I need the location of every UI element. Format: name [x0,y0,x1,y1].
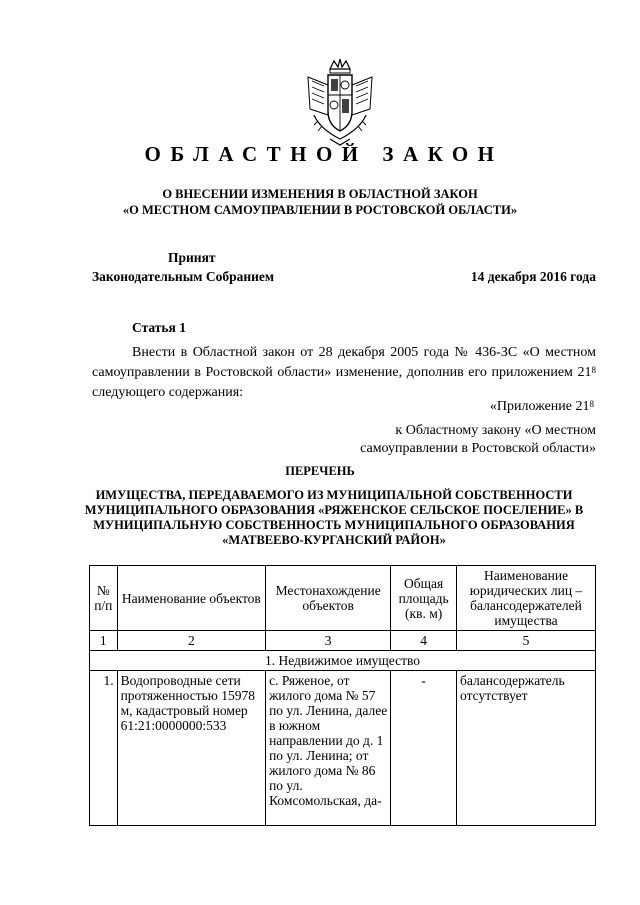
property-table [89,565,596,826]
table-header-cell: Местонахождение объектов [266,566,391,631]
annex-header [336,398,596,458]
list-subtitle: ИМУЩЕСТВА, ПЕРЕДАВАЕМОГО ИЗ МУНИЦИПАЛЬНОЙ СОБСТВЕННОСТИ МУНИЦИПАЛЬНОГО ОБРАЗОВАНИЯ «РЯЖЕНСКОЕ СЕЛЬСКОЕ ПОСЕЛЕНИЕ» В МУНИЦИПАЛЬНУЮ СОБСТВЕННОСТЬ МУНИЦИПАЛЬНОГО ОБРАЗОВАНИЯ «МАТВЕЕВО-КУРГАНСКИЙ РАЙОН» [84,488,584,547]
adoption-body: Законодательным Собранием [92,269,275,284]
table-cell: 5 [457,631,596,651]
document-title: ОБЛАСТНОЙ ЗАКОН [144,142,504,166]
document-subtitle-line: О ВНЕСЕНИИ ИЗМЕНЕНИЯ В ОБЛАСТНОЙ ЗАКОН [162,187,478,201]
table-cell: с. Ряженое, от жилого дома № 57 по ул. Ленина, далее в южном направлении до д. 1 по ул. Ленина; от жилого дома № 86 по ул. Комсомольская, да- [266,671,391,826]
table-header-cell: Общая площадь (кв. м) [391,566,457,631]
annex-title-text: «Приложение 21 [489,399,590,414]
table-header-cell: № п/п [90,566,118,631]
table-header-cell: Наименование объектов [117,566,266,631]
adoption-date: 14 декабря 2016 года [470,269,596,284]
table-column-number-row [90,631,596,651]
annex-reference: самоуправлении в Ростовской области» [360,441,596,456]
list-title: ПЕРЕЧЕНЬ [285,464,355,478]
annex-title [336,398,596,416]
table-cell: Водопроводные сети протяженностью 15978 м, кадастровый номер 61:21:0000000:533 [117,671,266,826]
table-cell: 2 [117,631,266,651]
document-subtitle-line: «О МЕСТНОМ САМОУПРАВЛЕНИИ В РОСТОВСКОЙ ОБЛАСТИ» [122,203,518,217]
article-title: Статья 1 [132,320,186,335]
article-text [92,343,596,403]
article-text-part: следующего содержания: [92,385,244,400]
adoption-label: Принят [168,250,216,265]
table-header-row [90,566,596,631]
table-header-cell: Наименование юридических лиц – балансодержателей имущества [457,566,596,631]
coat-of-arms-icon [300,55,380,150]
table-cell: 1 [90,631,118,651]
table-section-row [90,651,596,671]
table-cell: 4 [391,631,457,651]
coat-of-arms-emblem [300,55,380,150]
article-text-part: Внести в Областной закон от 28 декабря 2005 года № 436-ЗС «О местном самоуправлении в Ростовской области» изменение, дополнив его приложением 21 [92,345,596,380]
table-row [90,671,596,826]
table-cell: 3 [266,631,391,651]
table-cell: - [391,671,457,826]
document-subtitle [60,186,580,218]
table-section-title: 1. Недвижимое имущество [90,651,596,671]
annex-reference: к Областному закону «О местном [395,423,596,438]
table-cell: балансодержатель отсутствует [457,671,596,826]
superscript: 8 [591,365,596,375]
table-cell: 1. [90,671,118,826]
superscript: 8 [589,399,594,409]
